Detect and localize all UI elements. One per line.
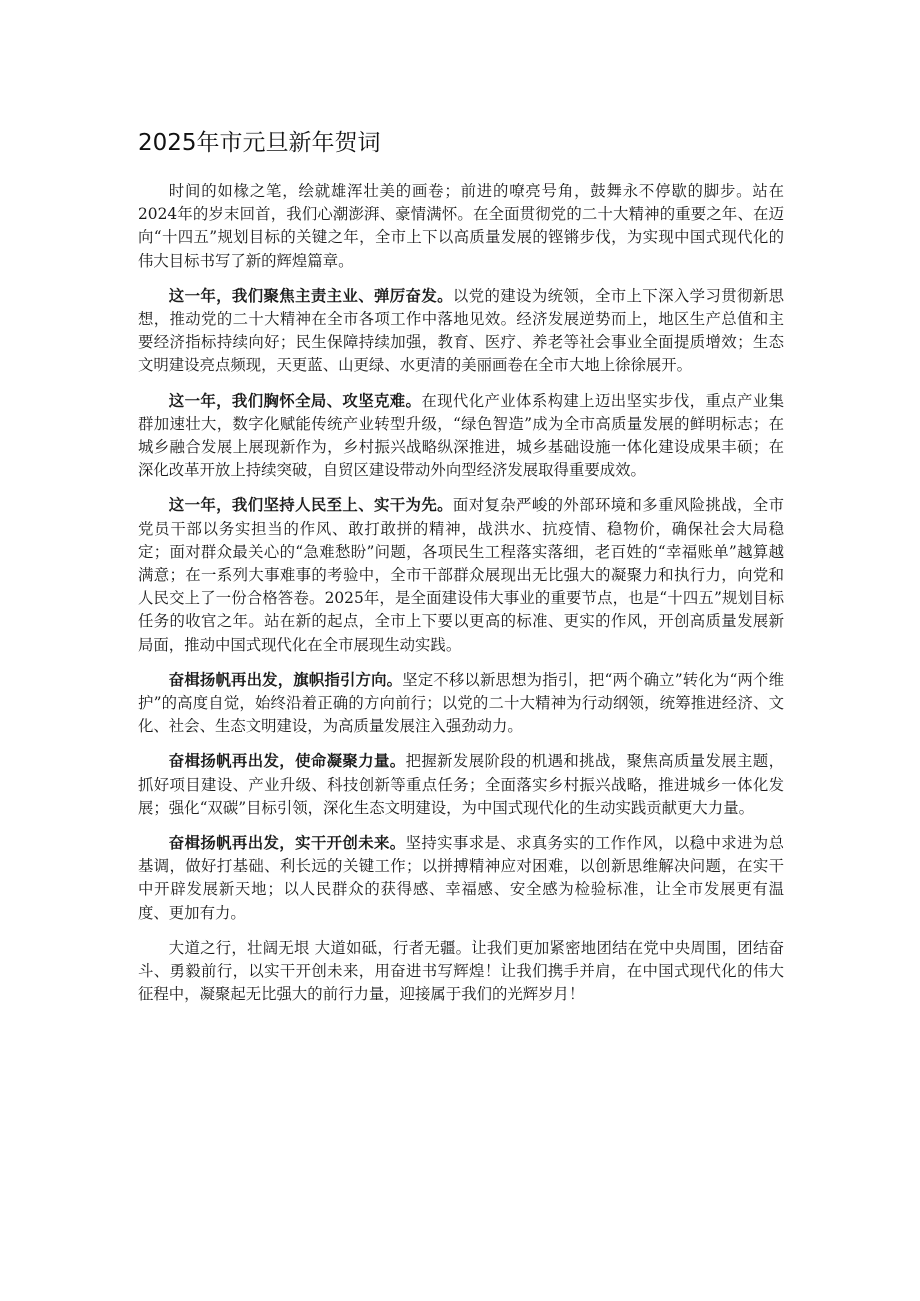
paragraph-lead: 这一年，我们聚焦主责主业、弹厉奋发。 <box>168 286 453 305</box>
paragraph-lead: 这一年，我们坚持人民至上、实干为先。 <box>168 496 453 515</box>
paragraph-text: 在现代化产业体系构建上迈出坚实步伐，重点产业集群加速壮大，数字化赋能传统产业转型升级，“绿色智造”成为全市高质量发展的鲜明标志；在城乡融合发展上展现新作为，乡村振兴战略纵深推进，城乡基础设施一体化建设成果丰硕；在深化改革开放上持续突破，自贸区建设带动外向型经济发展取得重要成效。 <box>138 391 784 480</box>
document-body <box>138 180 784 1019</box>
paragraph-text: 面对复杂严峻的外部环境和多重风险挑战，全市党员干部以务实担当的作风、敢打敢拼的精神，战洪水、抗疫情、稳物价，确保社会大局稳定；面对群众最关心的“急难愁盼”问题，各项民生工程落实落细，老百姓的“幸福账单”越算越满意；在一系列大事难事的考验中，全市干部群众展现出无比强大的凝聚力和执行力，向党和人民交上了一份合格答卷。2025年，是全面建设伟大事业的重要节点，也是“十四五”规划目标任务的收官之年。站在新的起点，全市上下要以更高的标准、更实的作风，开创高质量发展新局面，推动中国式现代化在全市展现生动实践。 <box>138 496 784 654</box>
paragraph-lead: 这一年，我们胸怀全局、攻坚克难。 <box>168 391 422 410</box>
paragraph-text: 坚持实事求是、求真务实的工作作风，以稳中求进为总基调，做好打基础、利长远的关键工作；以拼搏精神应对困难，以创新思维解决问题，在实干中开辟发展新天地；以人民群众的获得感、幸福感、安全感为检验标准，让全市发展更有温度、更加有力。 <box>138 834 784 922</box>
paragraph-focus <box>138 285 784 378</box>
paragraph-people <box>138 494 784 656</box>
paragraph-mission <box>138 750 784 820</box>
paragraph-text: 坚定不移以新思想为指引，把“两个确立”转化为“两个维护”的高度自觉，始终沿着正确的方向前行；以党的二十大精神为行动纲领，统筹推进经济、文化、社会、生态文明建设，为高质量发展注入强劲动力。 <box>138 670 784 736</box>
paragraph-overall <box>138 390 784 483</box>
paragraph-intro <box>138 180 784 273</box>
paragraph-text: 把握新发展阶段的机遇和挑战，聚焦高质量发展主题，抓好项目建设、产业升级、科技创新等重点任务；全面落实乡村振兴战略，推进城乡一体化发展；强化“双碳”目标引领，深化生态文明建设，为中国式现代化的生动实践贡献更大力量。 <box>138 752 784 817</box>
paragraph-banner <box>138 669 784 739</box>
paragraph-lead: 奋楫扬帆再出发，使命凝聚力量。 <box>168 752 406 771</box>
paragraph-text: 时间的如椽之笔，绘就雄浑壮美的画卷；前进的嘹亮号角，鼓舞永不停歇的脚步。站在2024年的岁末回首，我们心潮澎湃、豪情满怀。在全面贯彻党的二十大精神的重要之年、在迈向“十四五”规划目标的关键之年，全市上下以高质量发展的铿锵步伐，为实现中国式现代化的伟大目标书写了新的辉煌篇章。 <box>138 182 784 270</box>
paragraph-lead: 奋楫扬帆再出发，实干开创未来。 <box>168 834 406 853</box>
paragraph-lead: 奋楫扬帆再出发，旗帜指引方向。 <box>168 670 403 689</box>
paragraph-future <box>138 832 784 925</box>
paragraph-closing <box>138 937 784 1007</box>
paragraph-text: 大道之行，壮阔无垠 大道如砥，行者无疆。让我们更加紧密地团结在党中央周围，团结奋斗、勇毅前行，以实干开创未来，用奋进书写辉煌！让我们携手并肩，在中国式现代化的伟大征程中，凝聚起无比强大的前行力量，迎接属于我们的光辉岁月！ <box>138 938 784 1004</box>
paragraph-text: 以党的建设为统领，全市上下深入学习贯彻新思想，推动党的二十大精神在全市各项工作中落地见效。经济发展逆势而上，地区生产总值和主要经济指标持续向好；民生保障持续加强，教育、医疗、养老等社会事业全面提质增效；生态文明建设亮点频现，天更蓝、山更绿、水更清的美丽画卷在全市大地上徐徐展开。 <box>138 286 784 375</box>
document-title: 2025年市元旦新年贺词 <box>138 130 381 156</box>
